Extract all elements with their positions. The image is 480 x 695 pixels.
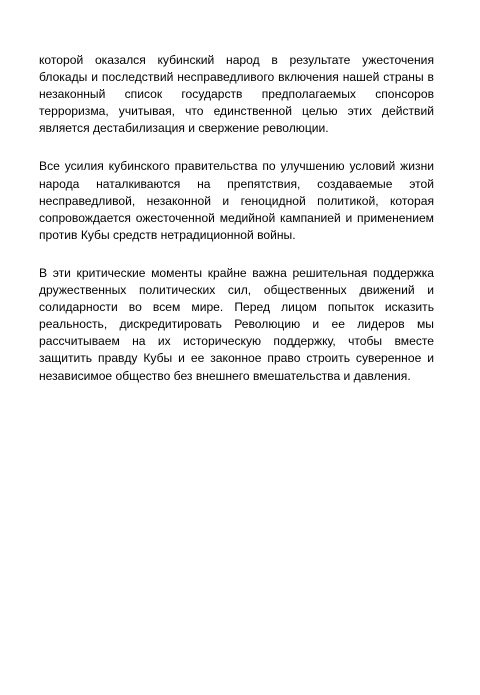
paragraph-solidarity-support: В эти критические моменты крайне важна решительная поддержка дружественных политических сил, общественных движений и солидарности во всем мире. Перед лицом попыток исказить реальность, дискредитировать Революцию и ее лидеров мы рассчитываем на их историческую поддержку, чтобы вместе защитить правду Кубы и ее законное право строить суверенное и независимое общество без внешнего вмешательства и давления.: [39, 265, 434, 383]
paragraph-blockade-consequences: которой оказался кубинский народ в результате ужесточения блокады и последствий несправедливого включения нашей страны в незаконный список государств предполагаемых спонсоров терроризма, учитывая, что единственной целью этих действий является дестабилизация и свержение революции.: [39, 53, 434, 136]
document-page: [39, 52, 434, 406]
paragraph-government-efforts: Все усилия кубинского правительства по улучшению условий жизни народа наталкиваются на препятствия, создаваемые этой несправедливой, незаконной и геноцидной политикой, которая сопровождается ожесточенной медийной кампанией и применением против Кубы средств нетрадиционной войны.: [39, 159, 434, 242]
